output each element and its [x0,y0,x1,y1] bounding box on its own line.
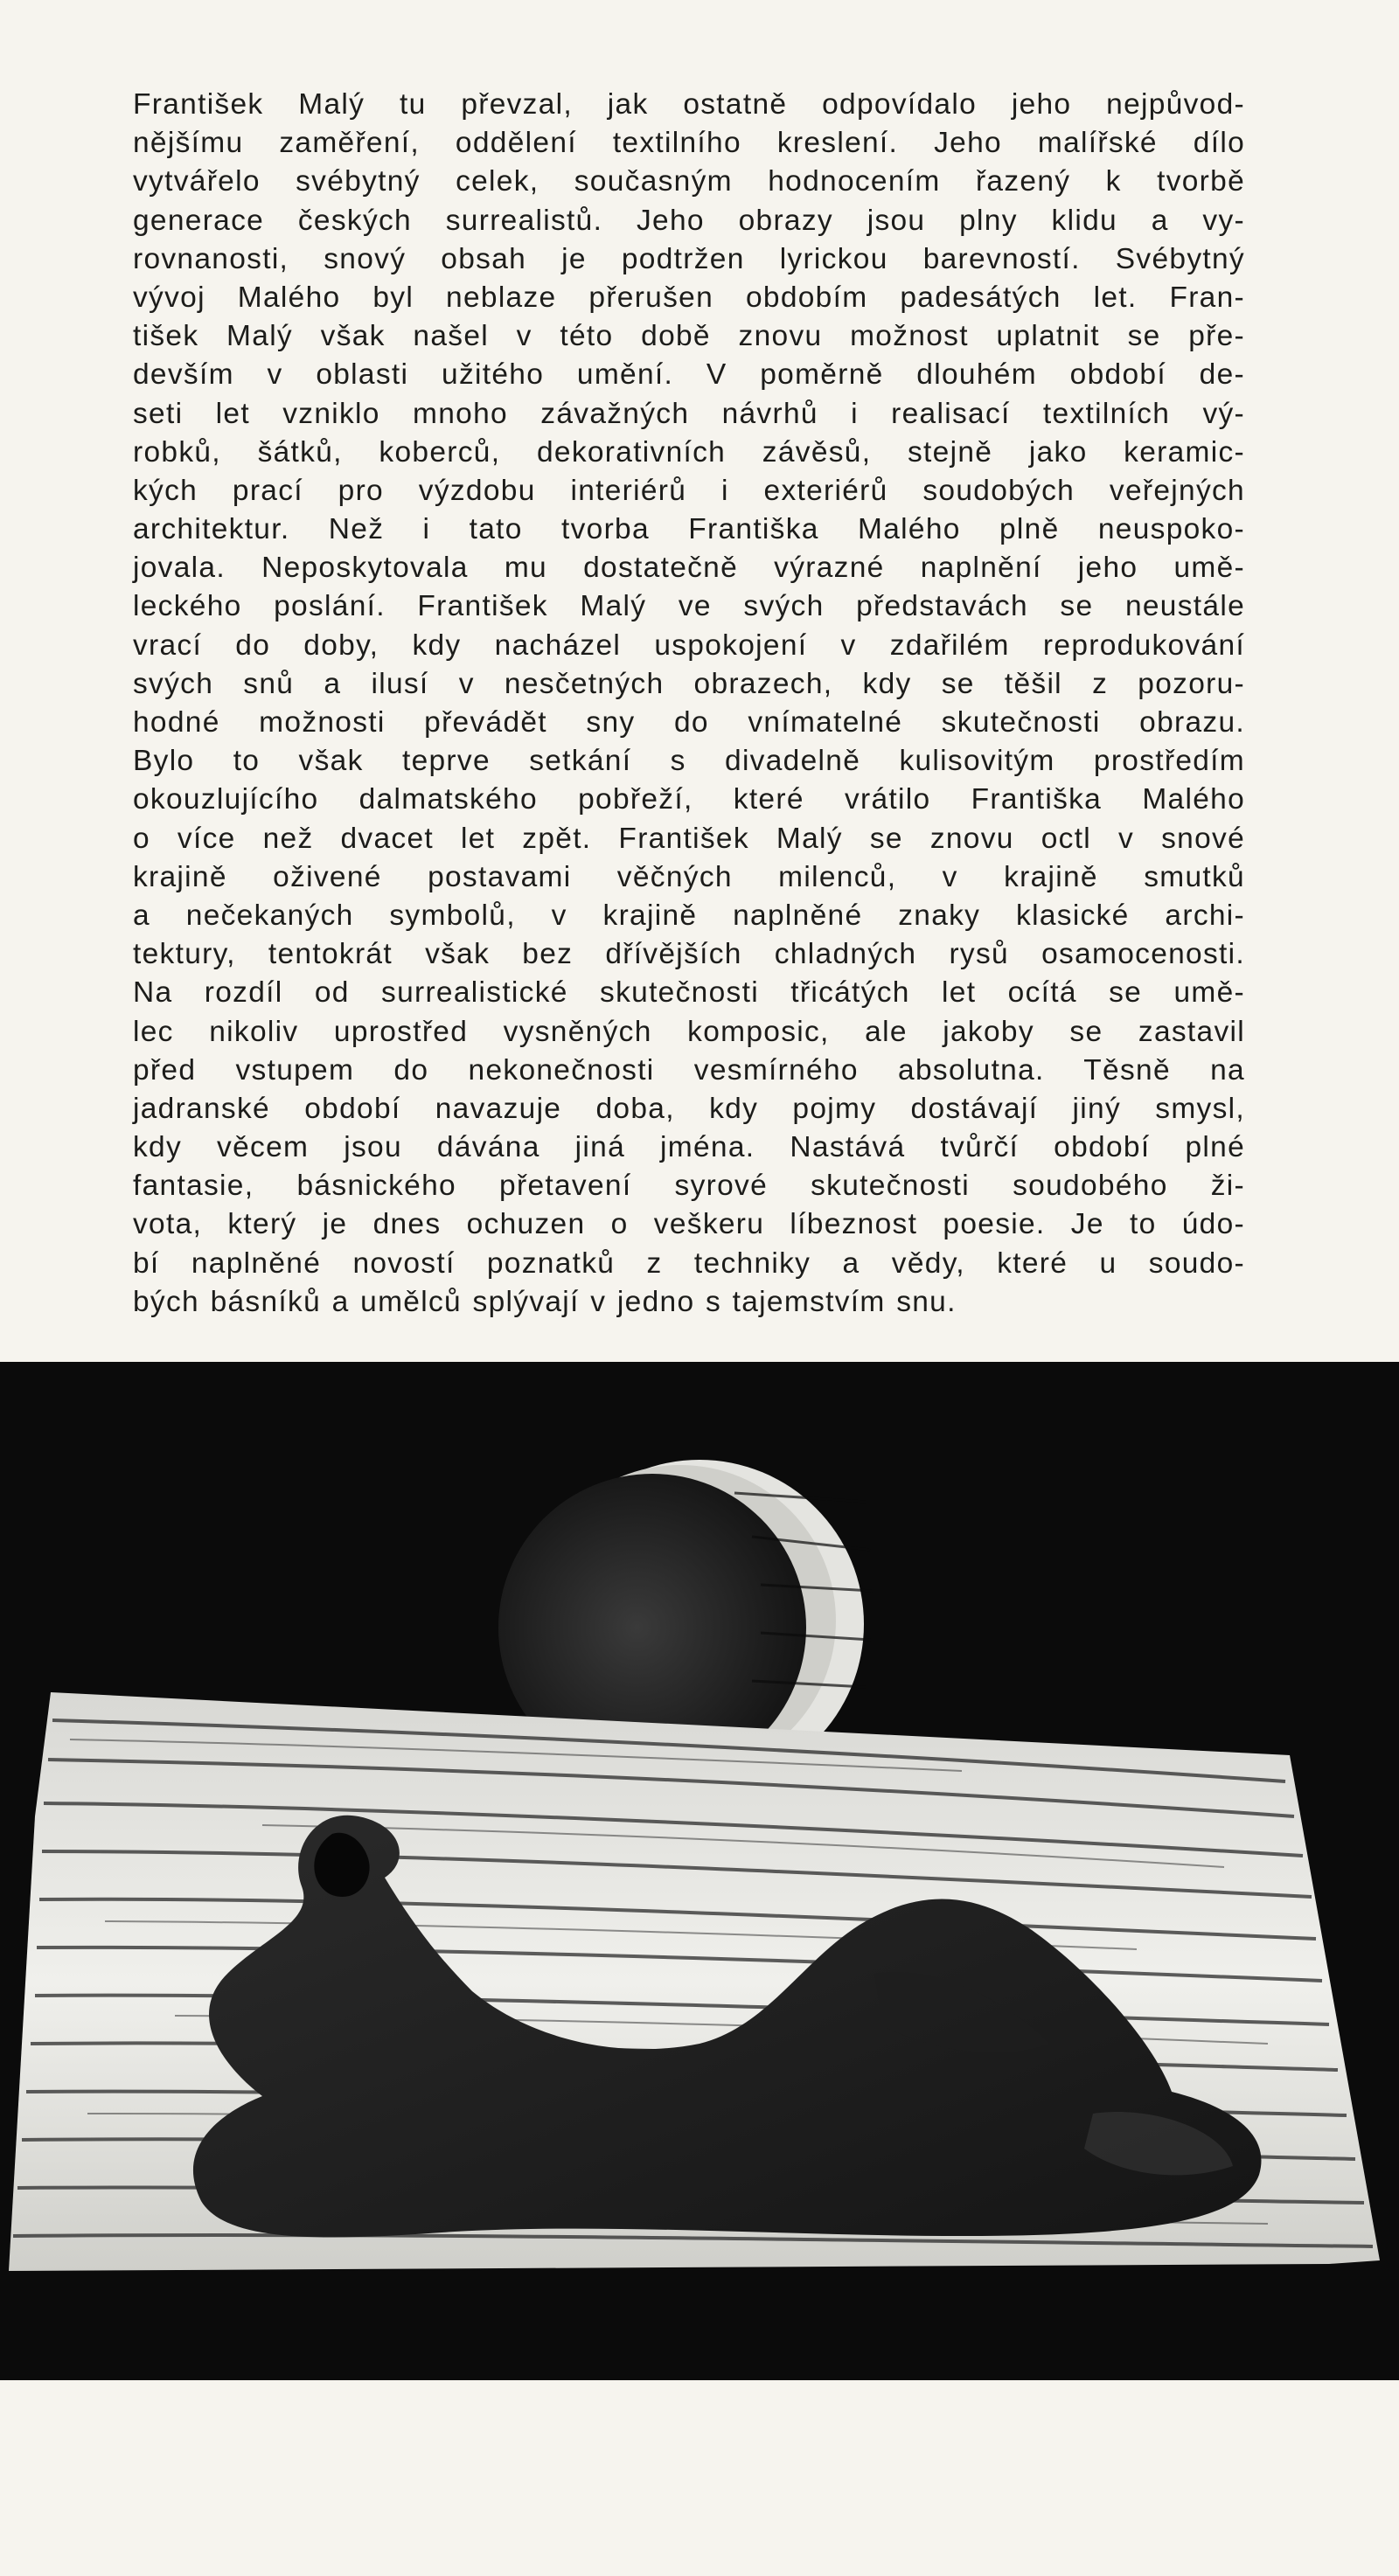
text-line: generace českých surrealistů. Jeho obrazy jsou plny klidu a vy- [133,204,1245,237]
text-line: krajině oživené postavami věčných milenců, v krajině smutků [133,860,1245,893]
artwork-photo [0,1362,1399,2380]
text-line: bí naplněné novostí poznatků z techniky a vědy, které u soudo- [133,1246,1245,1280]
text-line: jadranské období navazuje doba, kdy pojmy dostávají jiný smysl, [133,1092,1245,1125]
article-text [133,86,1245,1322]
text-line: vytvářelo svébytný celek, současným hodnocením řazený k tvorbě [133,165,1245,198]
text-line: Bylo to však teprve setkání s divadelně kulisovitým prostředím [133,745,1245,778]
text-line: svých snů a ilusí v nesčetných obrazech, kdy se těšil z pozoru- [133,667,1245,700]
text-line: vrací do doby, kdy nacházel uspokojení v zdařilém reprodukování [133,628,1245,662]
text-line: o více než dvacet let zpět. František Malý se znovu octl v snové [133,822,1245,855]
text-line: hodné možnosti převádět sny do vnímatelné skutečnosti obrazu. [133,706,1245,739]
text-line: vývoj Malého byl neblaze přerušen obdobím padesátých let. Fran- [133,281,1245,314]
artwork-illustration [0,1362,1399,2380]
text-line: devším v oblasti užitého umění. V poměrně dlouhém období de- [133,358,1245,392]
text-line: robků, šátků, koberců, dekorativních závěsů, stejně jako keramic- [133,435,1245,469]
text-line: lec nikoliv uprostřed vysněných komposic, ale jakoby se zastavil [133,1015,1245,1048]
photo-bottom-shadow [0,2271,1399,2380]
text-line: jovala. Neposkytovala mu dostatečně výrazné naplnění jeho umě- [133,552,1245,585]
text-line: fantasie, básnického přetavení syrové skutečnosti soudobého ži- [133,1170,1245,1203]
text-line: a nečekaných symbolů, v krajině naplněné znaky klasické archi- [133,899,1245,932]
text-line: František Malý tu převzal, jak ostatně odpovídalo jeho nejpůvod- [133,88,1245,121]
text-line: tišek Malý však našel v této době znovu možnost uplatnit se pře- [133,320,1245,353]
text-line: nějšímu zaměření, oddělení textilního kreslení. Jeho malířské dílo [133,127,1245,160]
text-line: architektur. Než i tato tvorba Františka Malého plně neuspoko- [133,513,1245,546]
text-line: bých básníků a umělců splývají v jedno s tajemstvím snu. [133,1285,957,1318]
text-line: před vstupem do nekonečnosti vesmírného absolutna. Těsně na [133,1053,1245,1087]
text-line: Na rozdíl od surrealistické skutečnosti třicátých let ocítá se umě- [133,976,1245,1010]
text-line: tektury, tentokrát však bez dřívějších chladných rysů osamocenosti. [133,938,1245,971]
text-line: kých prací pro výzdobu interiérů i exteriérů soudobých veřejných [133,474,1245,507]
text-line: rovnanosti, snový obsah je podtržen lyrickou barevností. Svébytný [133,242,1245,275]
text-line: okouzlujícího dalmatského pobřeží, které vrátilo Františka Malého [133,783,1245,816]
text-line: seti let vzniklo mnoho závažných návrhů i realisací textilních vý- [133,397,1245,430]
text-line: kdy věcem jsou dávána jiná jména. Nastává tvůrčí období plné [133,1131,1245,1164]
text-line: vota, který je dnes ochuzen o veškeru líbeznost poesie. Je to údo- [133,1208,1245,1241]
text-line: leckého poslání. František Malý ve svých představách se neustále [133,590,1245,623]
